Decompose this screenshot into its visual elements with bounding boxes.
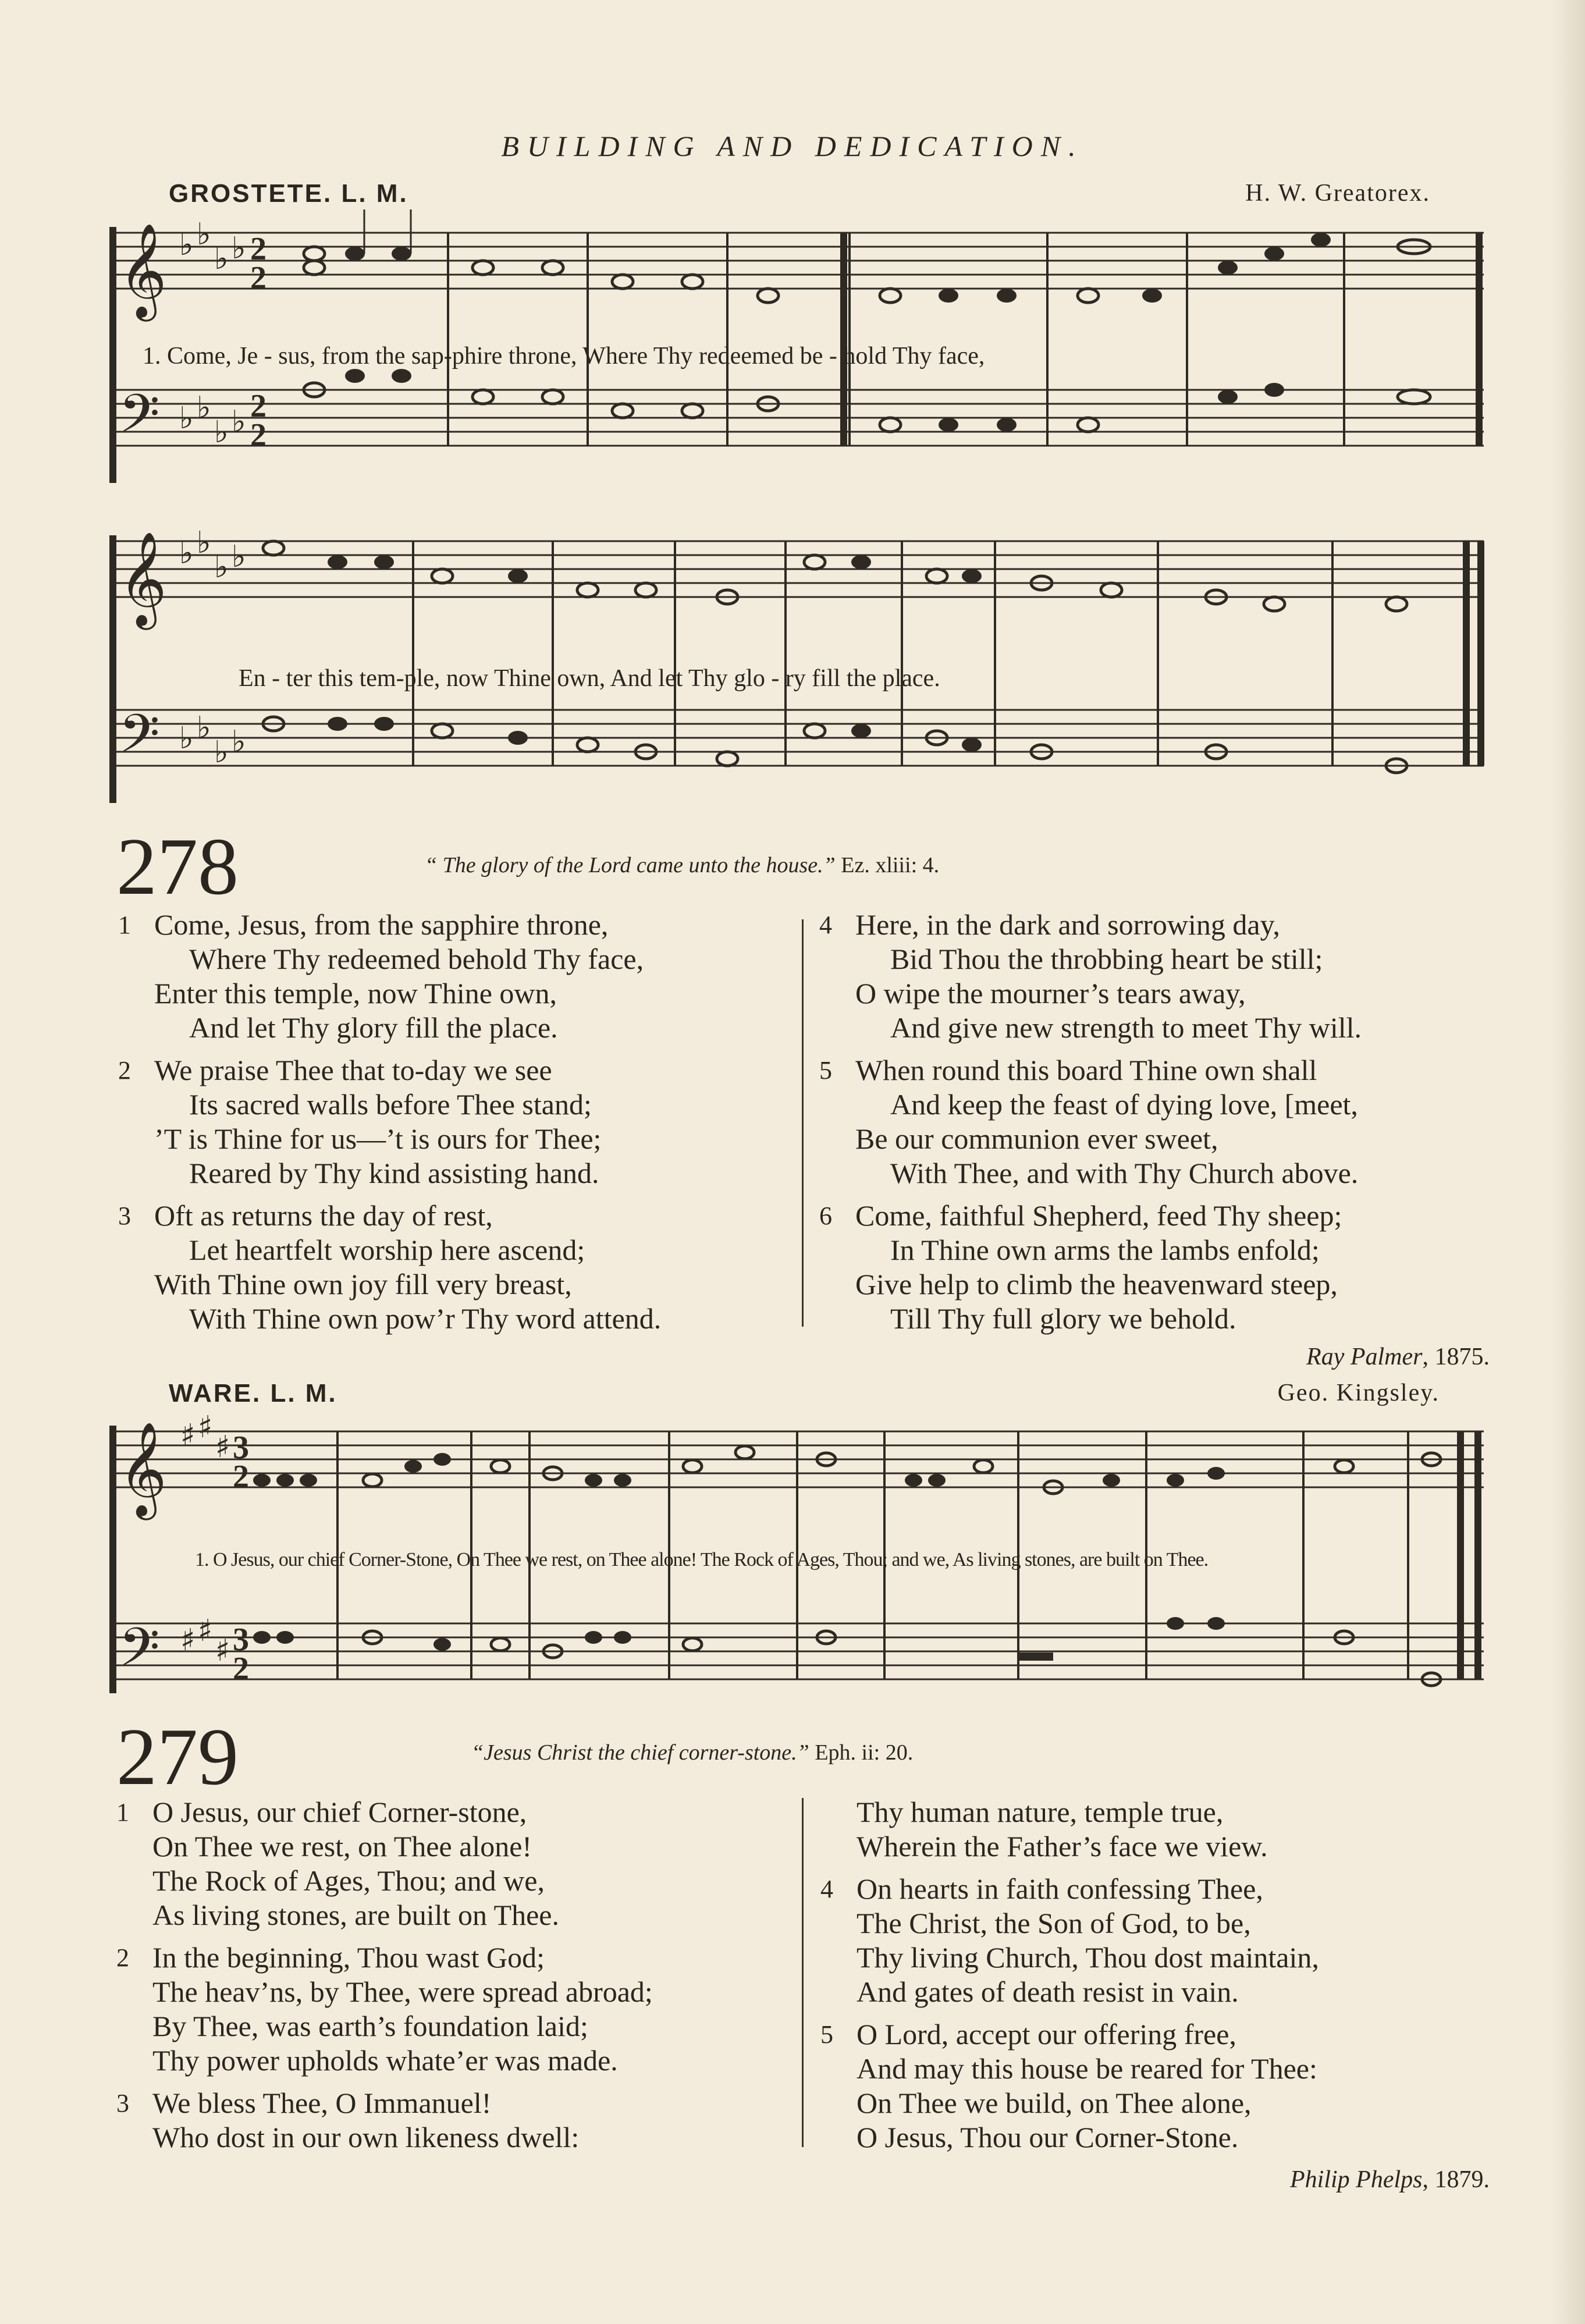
stanza-279-4: 4 On hearts in faith confessing Thee, The Christ, the Son of God, to be, Thy living Church, Thou dost maintain, And gates of death resist in vain. (820, 1872, 1319, 2008)
stanza-278-1: 1 Come, Jesus, from the sapphire throne, Where Thy redeemed behold Thy face, Enter this temple, now Thine own, And let Thy glory fill the place. (118, 908, 644, 1044)
svg-text:♯: ♯ (198, 1410, 213, 1445)
svg-text:♭: ♭ (179, 401, 194, 436)
music-lyric-279: 1. O Jesus, our chief Corner-Stone, On Thee we rest, on Thee alone! The Rock of Ages, Thou; and we, As living stones, are built on Thee. (195, 1549, 1209, 1570)
composer-greatorex: H. W. Greatorex. (1245, 180, 1430, 207)
svg-text:2: 2 (233, 1651, 249, 1687)
running-head: BUILDING AND DEDICATION. (501, 130, 1084, 162)
music-lyric-278-line1: 1. Come, Je - sus, from the sap-phire throne, Where Thy redeemed be - hold Thy face, (143, 343, 985, 369)
epigraph-279-ref: Eph. ii: 20. (815, 1740, 914, 1765)
svg-text:2: 2 (233, 1459, 249, 1495)
column-divider-278 (802, 919, 804, 1327)
svg-text:𝄢: 𝄢 (119, 1616, 160, 1691)
stanza-279-2: 2 In the beginning, Thou wast God; The heav’ns, by Thee, were spread abroad; By Thee, was earth’s foundation laid; Thy power upholds whate’er was made. (116, 1941, 653, 2077)
author-279-year: , 1879. (1422, 2166, 1490, 2193)
svg-text:♭: ♭ (232, 231, 246, 266)
svg-text:♭: ♭ (197, 390, 211, 425)
svg-text:3: 3 (233, 1622, 249, 1658)
tune-title-grostete: GROSTETE. L. M. (169, 179, 408, 208)
stanza-278-2: 2 We praise Thee that to-day we see Its sacred walls before Thee stand; ’T is Thine for us—’t is ours for Thee; Reared by Thy kind assisting hand. (118, 1054, 602, 1189)
svg-text:♭: ♭ (197, 710, 211, 745)
svg-text:♭: ♭ (232, 724, 246, 759)
svg-text:♯: ♯ (180, 1418, 196, 1453)
stanza-279-3-cont: Thy human nature, temple true, Wherein the Father’s face we view. (857, 1796, 1268, 1863)
svg-text:2: 2 (250, 231, 266, 267)
svg-text:♭: ♭ (197, 217, 211, 252)
hymn-278-stanzas-left (118, 908, 800, 1336)
stanza-278-5: 5 When round this board Thine own shall And keep the feast of dying love, [meet, Be our communion ever sweet, With Thee, and with Thy Church above. (819, 1054, 1359, 1189)
column-divider-279 (802, 1798, 804, 2147)
music-system-279 (111, 1410, 1490, 1722)
svg-text:𝄞: 𝄞 (119, 531, 167, 626)
stanza-278-4: 4 Here, in the dark and sorrowing day, Bid Thou the throbbing heart be still; O wipe the mourner’s tears away, And give new strength to meet Thy will. (819, 908, 1362, 1044)
author-278-year: , 1875. (1422, 1344, 1490, 1370)
stanza-279-5: 5 O Lord, accept our offering free, And may this house be reared for Thee: On Thee we build, on Thee alone, O Jesus, Thou our Corner-Stone. (820, 2018, 1317, 2154)
epigraph-278 (425, 852, 939, 878)
hymn-number-278: 278 (116, 822, 239, 912)
stanza-279-1: 1 O Jesus, our chief Corner-stone, On Thee we rest, on Thee alone! The Rock of Ages, Thou; and we, As living stones, are built on Thee. (116, 1796, 559, 1931)
epigraph-278-ref: Ez. xliii: 4. (841, 853, 940, 877)
composer-kingsley: Geo. Kingsley. (1277, 1380, 1440, 1406)
svg-text:♯: ♯ (198, 1614, 213, 1648)
svg-text:2: 2 (250, 388, 266, 424)
stanza-278-3: 3 Oft as returns the day of rest, Let heartfelt worship here ascend; With Thine own joy fill very breast, With Thine own pow’r Thy word attend. (118, 1199, 662, 1335)
author-279 (1290, 2166, 1490, 2194)
svg-text:♭: ♭ (214, 550, 229, 585)
author-279-name: Philip Phelps (1290, 2166, 1423, 2193)
svg-text:2: 2 (250, 417, 266, 453)
svg-text:𝄞: 𝄞 (119, 1422, 167, 1516)
stanza-279-3: 3 We bless Thee, O Immanuel! Who dost in our own likeness dwell: (116, 2087, 580, 2154)
svg-text:♯: ♯ (180, 1623, 196, 1658)
music-lyric-278-line2: En - ter this tem-ple, now Thine own, And let Thy glo - ry fill the place. (239, 665, 940, 692)
svg-text:♭: ♭ (214, 241, 229, 276)
svg-text:♭: ♭ (179, 536, 194, 571)
hymn-279-stanzas-right (820, 1795, 1502, 2155)
svg-text:2: 2 (250, 260, 266, 296)
bass-clef: 𝄢 (119, 383, 160, 457)
author-278-name: Ray Palmer (1306, 1344, 1423, 1370)
tune-title-ware: WARE. L. M. (169, 1379, 337, 1408)
svg-text:♭: ♭ (179, 228, 194, 262)
svg-text:♭: ♭ (214, 735, 229, 770)
svg-text:♭: ♭ (179, 721, 194, 756)
svg-text:♭: ♭ (197, 525, 211, 560)
treble-clef: 𝄞 (119, 223, 167, 318)
hymn-number-279: 279 (116, 1712, 239, 1802)
epigraph-278-text: “ The glory of the Lord came unto the house.” (425, 853, 836, 877)
svg-text:♯: ♯ (215, 1633, 230, 1668)
author-278 (1306, 1343, 1490, 1371)
svg-text:♯: ♯ (215, 1430, 230, 1465)
epigraph-279-text: “Jesus Christ the chief corner-stone.” (471, 1740, 809, 1765)
stanza-278-6: 6 Come, faithful Shepherd, feed Thy sheep; In Thine own arms the lambs enfold; Give help to climb the heavenward steep, Till Thy full glory we behold. (819, 1199, 1342, 1335)
hymn-279-stanzas-left (116, 1795, 798, 2155)
bass-staff (111, 390, 1484, 446)
svg-text:3: 3 (233, 1430, 249, 1466)
page-edge-shadow (1550, 0, 1585, 2324)
svg-text:♭: ♭ (232, 404, 246, 439)
epigraph-279 (471, 1740, 913, 1765)
svg-text:𝄢: 𝄢 (119, 703, 160, 777)
svg-text:♭: ♭ (232, 539, 246, 574)
svg-text:♭: ♭ (214, 415, 229, 450)
hymn-278-stanzas-right (819, 908, 1501, 1336)
